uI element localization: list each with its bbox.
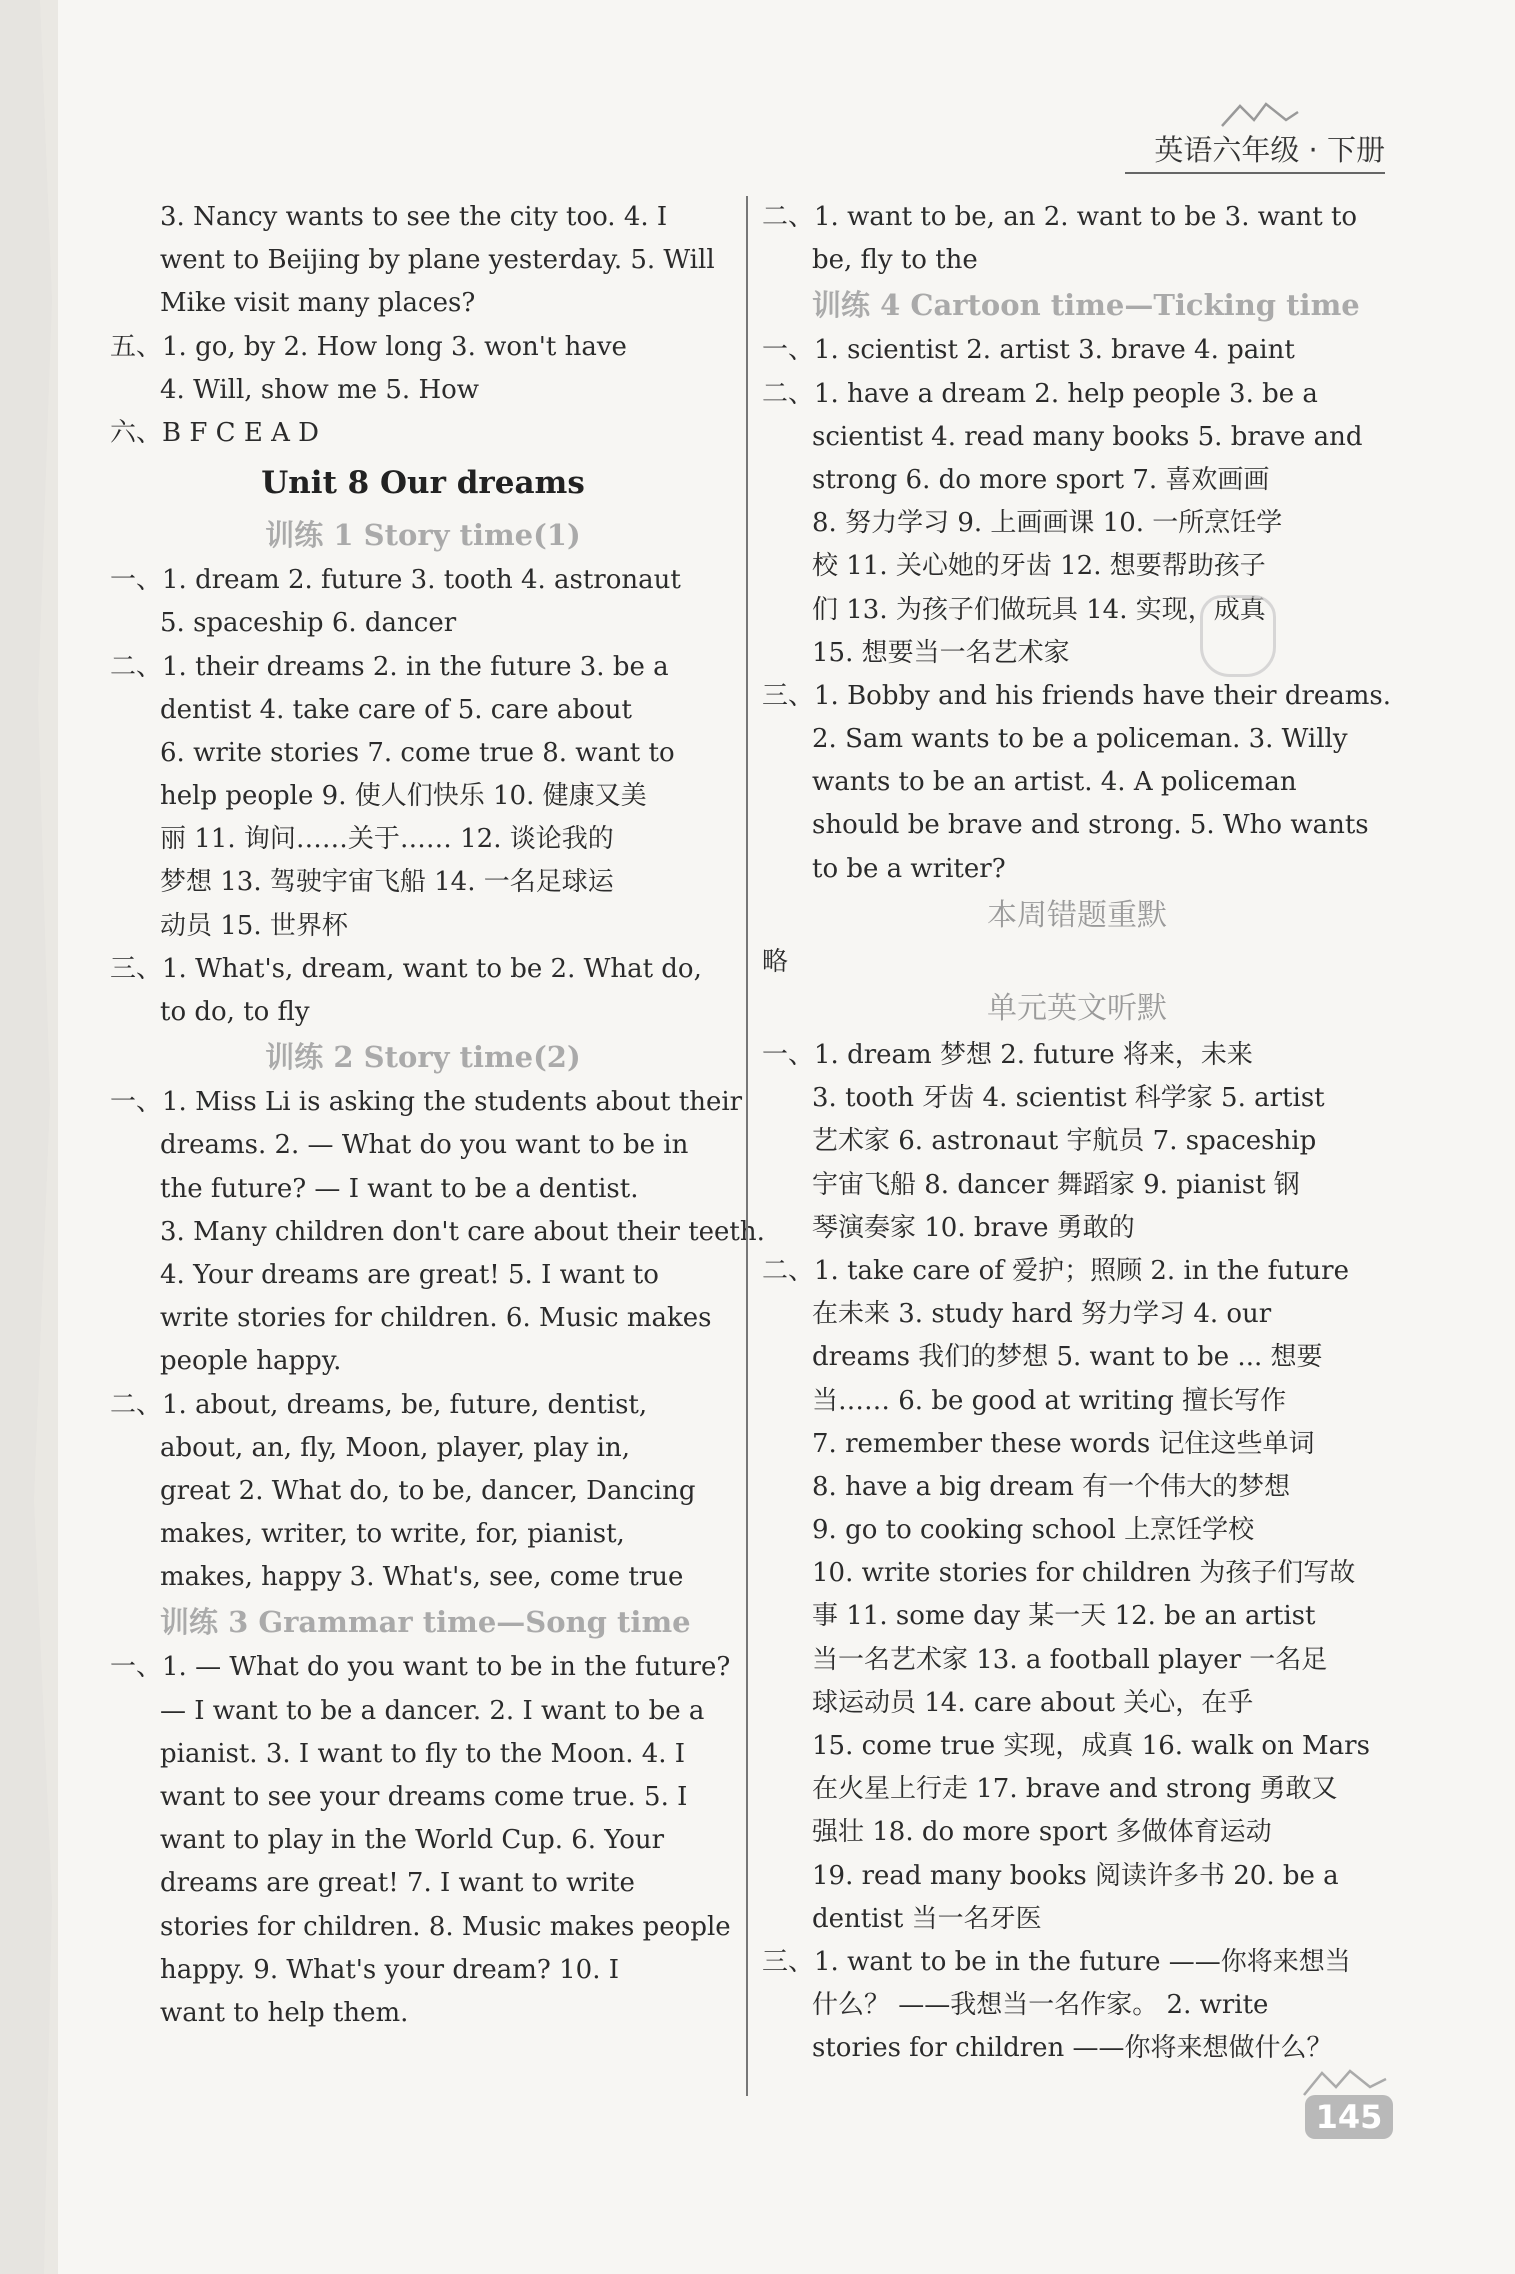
answer-line: makes, writer, to write, for, pianist,	[160, 1519, 625, 1550]
answer-line: 五、1. go, by 2. How long 3. won't have	[110, 331, 627, 362]
house-roof-icon	[1300, 2065, 1390, 2097]
page-number: 145	[1305, 2095, 1393, 2139]
answer-line: dreams 我们的梦想 5. want to be ... 想要	[812, 1342, 1323, 1373]
column-divider	[746, 196, 748, 2096]
answer-line: 们 13. 为孩子们做玩具 14. 实现，成真	[812, 594, 1266, 625]
answer-line: 8. 努力学习 9. 上画画课 10. 一所烹饪学	[812, 508, 1283, 539]
section-heading: 训练 4 Cartoon time—Ticking time	[812, 288, 1360, 323]
section-heading: 本周错题重默	[987, 897, 1167, 933]
torn-page-edge	[0, 0, 60, 2274]
stamp-mark	[1200, 595, 1276, 677]
house-roof-icon	[1220, 100, 1300, 128]
answer-line: be, fly to the	[812, 245, 978, 276]
answer-line: 宇宙飞船 8. dancer 舞蹈家 9. pianist 钢	[812, 1169, 1300, 1200]
answer-line: 当一名艺术家 13. a football player 一名足	[812, 1644, 1328, 1675]
right-column	[762, 196, 1392, 2071]
answer-line: pianist. 3. I want to fly to the Moon. 4. I	[160, 1738, 686, 1769]
answer-line: 19. read many books 阅读许多书 20. be a	[812, 1860, 1339, 1891]
answer-line: 当…… 6. be good at writing 擅长写作	[812, 1385, 1287, 1416]
answer-line: scientist 4. read many books 5. brave and	[812, 421, 1363, 452]
answer-line: 一、1. — What do you want to be in the future?	[110, 1652, 731, 1683]
answer-line: — I want to be a dancer. 2. I want to be a	[160, 1695, 705, 1726]
answer-line: 二、1. have a dream 2. help people 3. be a	[762, 378, 1318, 409]
answer-line: 二、1. their dreams 2. in the future 3. be a	[110, 651, 669, 682]
answer-line: 三、1. Bobby and his friends have their dreams.	[762, 680, 1392, 711]
answer-line: 二、1. take care of 爱护；照顾 2. in the future	[762, 1255, 1349, 1286]
answer-line: dentist 当一名牙医	[812, 1903, 1042, 1934]
answer-line: 动员 15. 世界杯	[160, 910, 348, 941]
answer-line: 3. tooth 牙齿 4. scientist 科学家 5. artist	[812, 1083, 1325, 1114]
answer-line: about, an, fly, Moon, player, play in,	[160, 1432, 630, 1463]
answer-line: 一、1. scientist 2. artist 3. brave 4. paint	[762, 335, 1295, 366]
answer-line: stories for children. 8. Music makes people	[160, 1911, 731, 1942]
answer-line: 二、1. want to be, an 2. want to be 3. want to	[762, 202, 1358, 232]
answer-line: 略	[762, 946, 789, 977]
answer-line: 丽 11. 询问……关于…… 12. 谈论我的	[160, 824, 614, 855]
answer-line: 事 11. some day 某一天 12. be an artist	[812, 1601, 1316, 1632]
answer-line: stories for children ——你将来想做什么？	[812, 2033, 1333, 2064]
answer-line: makes, happy 3. What's, see, come true	[160, 1562, 684, 1593]
section-heading: 单元英文听默	[987, 991, 1167, 1026]
answer-line: 15. 想要当一名艺术家	[812, 637, 1070, 668]
section-heading: 训练 2 Story time(2)	[265, 1040, 581, 1075]
answer-line: 7. remember these words 记住这些单词	[812, 1428, 1315, 1459]
answer-line: dentist 4. take care of 5. care about	[160, 694, 632, 725]
answer-line: strong 6. do more sport 7. 喜欢画画	[812, 464, 1270, 495]
answer-line: 琴演奏家 10. brave 勇敢的	[812, 1212, 1135, 1243]
answer-line: 校 11. 关心她的牙齿 12. 想要帮助孩子	[812, 551, 1266, 582]
answer-line: 一、1. Miss Li is asking the students about their	[110, 1087, 743, 1118]
answer-line: 4. Will, show me 5. How	[160, 374, 480, 405]
answer-line: 梦想 13. 驾驶宇宙飞船 14. 一名足球运	[160, 867, 614, 898]
answer-line: 8. have a big dream 有一个伟大的梦想	[812, 1471, 1291, 1502]
answer-line: great 2. What do, to be, dancer, Dancing	[160, 1475, 696, 1506]
answer-line: 三、1. want to be in the future ——你将来想当	[762, 1946, 1351, 1977]
answer-line: 在火星上行走 17. brave and strong 勇敢又	[812, 1774, 1338, 1805]
answer-line: 4. Your dreams are great! 5. I want to	[160, 1259, 659, 1290]
answer-line: 一、1. dream 梦想 2. future 将来，未来	[762, 1040, 1253, 1070]
answer-line: write stories for children. 6. Music makes	[160, 1303, 712, 1334]
answer-line: want to help them.	[160, 1997, 409, 2028]
answer-line: 三、1. What's, dream, want to be 2. What do,	[110, 953, 702, 984]
answer-line: wants to be an artist. 4. A policeman	[812, 767, 1297, 798]
answer-line: went to Beijing by plane yesterday. 5. Will	[160, 245, 715, 276]
answer-line: 9. go to cooking school 上烹饪学校	[812, 1515, 1255, 1546]
answer-line: want to see your dreams come true. 5. I	[160, 1782, 688, 1812]
answer-line: to be a writer?	[812, 853, 1006, 884]
left-column	[110, 196, 765, 2035]
answer-line: 球运动员 14. care about 关心，在乎	[812, 1687, 1254, 1718]
answer-line: 六、B F C E A D	[110, 417, 319, 448]
answer-line: dreams. 2. — What do you want to be in	[160, 1130, 689, 1161]
answer-line: 二、1. about, dreams, be, future, dentist,	[110, 1389, 648, 1420]
section-heading: 训练 3 Grammar time—Song time	[160, 1605, 691, 1640]
answer-line: people happy.	[160, 1346, 342, 1377]
answer-line: to do, to fly	[160, 997, 310, 1027]
section-heading: 训练 1 Story time(1)	[265, 518, 581, 553]
answer-line: dreams are great! 7. I want to write	[160, 1868, 635, 1899]
book-header: 英语六年级 · 下册	[1154, 133, 1385, 167]
answer-line: 在未来 3. study hard 努力学习 4. our	[812, 1299, 1272, 1330]
answer-line: 3. Many children don't care about their teeth.	[160, 1216, 765, 1247]
answer-line: 5. spaceship 6. dancer	[160, 608, 457, 639]
answer-line: 15. come true 实现，成真 16. walk on Mars	[812, 1731, 1370, 1761]
answer-line: 强壮 18. do more sport 多做体育运动	[812, 1817, 1272, 1848]
unit-title: Unit 8 Our dreams	[261, 465, 585, 502]
answer-line: want to play in the World Cup. 6. Your	[160, 1825, 665, 1856]
answer-line: help people 9. 使人们快乐 10. 健康又美	[160, 781, 647, 812]
answer-line: 一、1. dream 2. future 3. tooth 4. astronaut	[110, 565, 681, 596]
answer-line: Mike visit many places?	[160, 288, 476, 319]
header-rule	[1125, 172, 1385, 174]
answer-line: 什么？ ——我想当一名作家。 2. write	[812, 1990, 1269, 2021]
answer-line: the future? — I want to be a dentist.	[160, 1173, 639, 1204]
answer-line: should be brave and strong. 5. Who wants	[812, 810, 1369, 841]
answer-line: 2. Sam wants to be a policeman. 3. Willy	[812, 724, 1348, 755]
answer-line: 艺术家 6. astronaut 宇航员 7. spaceship	[812, 1126, 1317, 1157]
answer-line: 10. write stories for children 为孩子们写故	[812, 1558, 1356, 1589]
answer-line: happy. 9. What's your dream? 10. I	[160, 1954, 620, 1985]
answer-line: 3. Nancy wants to see the city too. 4. I	[160, 202, 668, 232]
answer-line: 6. write stories 7. come true 8. want to	[160, 737, 675, 768]
